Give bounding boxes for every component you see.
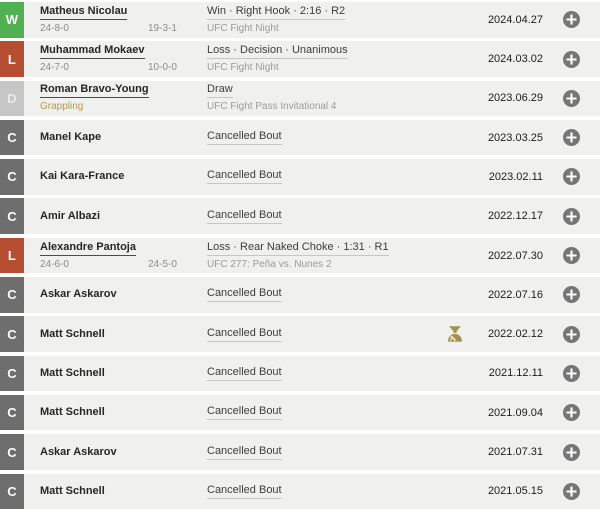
- record-opponent: 10-0-0: [148, 62, 177, 74]
- record-opponent: 19-3-1: [148, 22, 177, 34]
- expand-button[interactable]: [563, 286, 580, 303]
- opponent-name: Manel Kape: [40, 131, 102, 144]
- expand-button[interactable]: [563, 483, 580, 500]
- record-before-fight: 24-7-0: [40, 62, 69, 74]
- opponent-name: Matt Schnell: [40, 484, 105, 497]
- expand-button[interactable]: [563, 129, 580, 146]
- row-right-cluster: [481, 395, 600, 431]
- plus-icon: [563, 247, 580, 264]
- opponent-name: Kai Kara-France: [40, 170, 125, 183]
- opponent-column: [24, 159, 207, 195]
- fight-date: 2021.09.04: [487, 406, 543, 419]
- result-text[interactable]: Cancelled Bout: [207, 287, 282, 302]
- row-right-cluster: [481, 81, 600, 117]
- result-badge: [0, 434, 24, 470]
- row-right-cluster: [481, 277, 600, 313]
- result-letter: L: [7, 51, 17, 67]
- row-right-cluster: [481, 120, 600, 156]
- event-name: UFC Fight Night: [207, 62, 279, 74]
- opponent-column: [24, 434, 207, 470]
- result-letter: C: [7, 365, 17, 381]
- result-text[interactable]: Cancelled Bout: [207, 405, 282, 420]
- event-name: UFC 277: Peña vs. Nunes 2: [207, 258, 332, 270]
- opponent-column: [24, 2, 207, 38]
- result-text[interactable]: Cancelled Bout: [207, 209, 282, 224]
- result-badge: [0, 159, 24, 195]
- expand-button-area: [543, 247, 600, 264]
- fight-row: [0, 395, 600, 431]
- result-column: [207, 316, 446, 352]
- expand-button[interactable]: [563, 326, 580, 343]
- result-letter: D: [7, 90, 17, 106]
- result-letter: W: [5, 12, 19, 28]
- plus-icon: [563, 90, 580, 107]
- result-badge: [0, 81, 24, 117]
- fight-row-body: [24, 2, 600, 38]
- opponent-column: [24, 395, 207, 431]
- result-text[interactable]: Cancelled Bout: [207, 445, 282, 460]
- fight-date: 2022.02.12: [487, 328, 543, 341]
- result-badge: [0, 238, 24, 274]
- result-column: [207, 159, 481, 195]
- result-badge: [0, 41, 24, 77]
- fight-row: [0, 2, 600, 38]
- expand-button-area: [543, 483, 600, 500]
- result-text[interactable]: Cancelled Bout: [207, 366, 282, 381]
- fight-date: 2022.07.30: [487, 249, 543, 262]
- expand-button-area: [543, 11, 600, 28]
- event-name: UFC Fight Night: [207, 22, 279, 34]
- result-letter: C: [7, 444, 17, 460]
- fight-row: [0, 120, 600, 156]
- plus-icon: [563, 51, 580, 68]
- result-letter: C: [7, 169, 17, 185]
- expand-button-area: [543, 51, 600, 68]
- fight-row-body: [24, 474, 600, 510]
- bout-type-label: Grappling: [40, 101, 84, 113]
- plus-icon: [563, 168, 580, 185]
- fight-date: 2021.12.11: [488, 367, 543, 380]
- result-column: [207, 356, 481, 392]
- result-badge: [0, 277, 24, 313]
- missed-weight-scale-icon: [446, 325, 464, 343]
- record-before-fight: 24-6-0: [40, 258, 69, 270]
- fight-row-body: [24, 41, 600, 77]
- fight-row-body: [24, 198, 600, 234]
- opponent-column: [24, 277, 207, 313]
- result-column: [207, 2, 481, 38]
- fight-row: [0, 474, 600, 510]
- result-letter: C: [7, 287, 17, 303]
- result-column: [207, 277, 481, 313]
- fight-date: 2023.03.25: [487, 131, 543, 144]
- fight-row: [0, 277, 600, 313]
- result-column: [207, 474, 481, 510]
- event-name: UFC Fight Pass Invitational 4: [207, 101, 337, 113]
- expand-button-area: [543, 129, 600, 146]
- row-right-cluster: [481, 474, 600, 510]
- expand-button-area: [543, 90, 600, 107]
- opponent-name: Amir Albazi: [40, 209, 101, 222]
- result-column: [207, 81, 481, 117]
- plus-icon: [563, 326, 580, 343]
- expand-button-area: [543, 444, 600, 461]
- records-line: [40, 259, 207, 271]
- fight-row-body: [24, 120, 600, 156]
- expand-button-area: [543, 168, 600, 185]
- fight-row: [0, 81, 600, 117]
- expand-button[interactable]: [563, 404, 580, 421]
- plus-icon: [563, 404, 580, 421]
- result-badge: [0, 395, 24, 431]
- opponent-name: Matt Schnell: [40, 366, 105, 379]
- fight-row-body: [24, 395, 600, 431]
- row-right-cluster: [481, 238, 600, 274]
- plus-icon: [563, 444, 580, 461]
- records-line: [40, 62, 207, 74]
- row-right-cluster: [446, 316, 600, 352]
- result-text[interactable]: Loss · Rear Naked Choke · 1:31 · R1: [207, 241, 389, 256]
- opponent-column: [24, 474, 207, 510]
- row-right-cluster: [481, 434, 600, 470]
- result-letter: C: [7, 130, 17, 146]
- result-column: [207, 434, 481, 470]
- result-column: [207, 238, 481, 274]
- result-text[interactable]: Cancelled Bout: [207, 327, 282, 342]
- result-column: [207, 41, 481, 77]
- result-text[interactable]: Cancelled Bout: [207, 130, 282, 145]
- fight-row-body: [24, 277, 600, 313]
- expand-button[interactable]: [563, 90, 580, 107]
- result-column: [207, 198, 481, 234]
- fight-date: 2024.04.27: [487, 13, 543, 26]
- opponent-name[interactable]: Roman Bravo-Young: [40, 83, 149, 98]
- opponent-column: [24, 356, 207, 392]
- opponent-name[interactable]: Muhammad Mokaev: [40, 44, 145, 59]
- opponent-name: Matt Schnell: [40, 327, 105, 340]
- row-right-cluster: [481, 41, 600, 77]
- expand-button[interactable]: [563, 365, 580, 382]
- expand-button-area: [543, 404, 600, 421]
- result-letter: L: [7, 248, 17, 264]
- opponent-name: Matt Schnell: [40, 406, 105, 419]
- opponent-name: Askar Askarov: [40, 288, 117, 301]
- expand-button[interactable]: [563, 51, 580, 68]
- result-badge: [0, 198, 24, 234]
- expand-button[interactable]: [563, 444, 580, 461]
- opponent-column: [24, 41, 207, 77]
- fight-row-body: [24, 356, 600, 392]
- result-text[interactable]: Cancelled Bout: [207, 169, 282, 184]
- opponent-column: [24, 81, 207, 117]
- fight-date: 2022.12.17: [487, 210, 543, 223]
- expand-button-area: [543, 208, 600, 225]
- result-badge: [0, 356, 24, 392]
- fight-date: 2022.07.16: [487, 288, 543, 301]
- opponent-name[interactable]: Matheus Nicolau: [40, 5, 127, 20]
- row-right-cluster: [481, 2, 600, 38]
- result-text[interactable]: Loss · Decision · Unanimous: [207, 44, 348, 59]
- record-opponent: 24-5-0: [148, 258, 177, 270]
- fight-row: [0, 198, 600, 234]
- opponent-column: [24, 238, 207, 274]
- result-badge: [0, 316, 24, 352]
- expand-button[interactable]: [563, 247, 580, 264]
- row-right-cluster: [481, 198, 600, 234]
- fight-date: 2021.07.31: [487, 446, 543, 459]
- result-text[interactable]: Cancelled Bout: [207, 484, 282, 499]
- plus-icon: [563, 208, 580, 225]
- result-column: [207, 395, 481, 431]
- plus-icon: [563, 365, 580, 382]
- result-badge: [0, 120, 24, 156]
- fight-row-body: [24, 238, 600, 274]
- expand-button-area: [543, 365, 600, 382]
- expand-button[interactable]: [563, 11, 580, 28]
- result-letter: C: [7, 326, 17, 342]
- opponent-column: [24, 198, 207, 234]
- fight-row: [0, 238, 600, 274]
- fight-date: 2021.05.15: [487, 485, 543, 498]
- opponent-name[interactable]: Alexandre Pantoja: [40, 241, 136, 256]
- fight-row: [0, 41, 600, 77]
- fight-row: [0, 316, 600, 352]
- fight-row: [0, 434, 600, 470]
- opponent-name: Askar Askarov: [40, 445, 117, 458]
- expand-button[interactable]: [563, 168, 580, 185]
- plus-icon: [563, 483, 580, 500]
- fight-date: 2023.06.29: [487, 92, 543, 105]
- opponent-column: [24, 120, 207, 156]
- result-letter: C: [7, 405, 17, 421]
- opponent-column: [24, 316, 207, 352]
- plus-icon: [563, 11, 580, 28]
- result-badge: [0, 2, 24, 38]
- fight-row-body: [24, 316, 600, 352]
- row-right-cluster: [481, 356, 600, 392]
- result-column: [207, 120, 481, 156]
- row-right-cluster: [481, 159, 600, 195]
- fight-date: 2023.02.11: [488, 170, 543, 183]
- fight-row: [0, 159, 600, 195]
- result-text[interactable]: Win · Right Hook · 2:16 · R2: [207, 5, 345, 20]
- fight-row: [0, 356, 600, 392]
- fight-row-body: [24, 159, 600, 195]
- expand-button-area: [543, 286, 600, 303]
- result-letter: C: [7, 483, 17, 499]
- expand-button-area: [543, 326, 600, 343]
- result-letter: C: [7, 208, 17, 224]
- record-before-fight: 24-8-0: [40, 22, 69, 34]
- result-badge: [0, 474, 24, 510]
- fight-row-body: [24, 434, 600, 470]
- records-line: [40, 23, 207, 35]
- result-text[interactable]: Draw: [207, 83, 233, 98]
- expand-button[interactable]: [563, 208, 580, 225]
- plus-icon: [563, 129, 580, 146]
- fight-row-body: [24, 81, 600, 117]
- fight-date: 2024.03.02: [487, 53, 543, 66]
- plus-icon: [563, 286, 580, 303]
